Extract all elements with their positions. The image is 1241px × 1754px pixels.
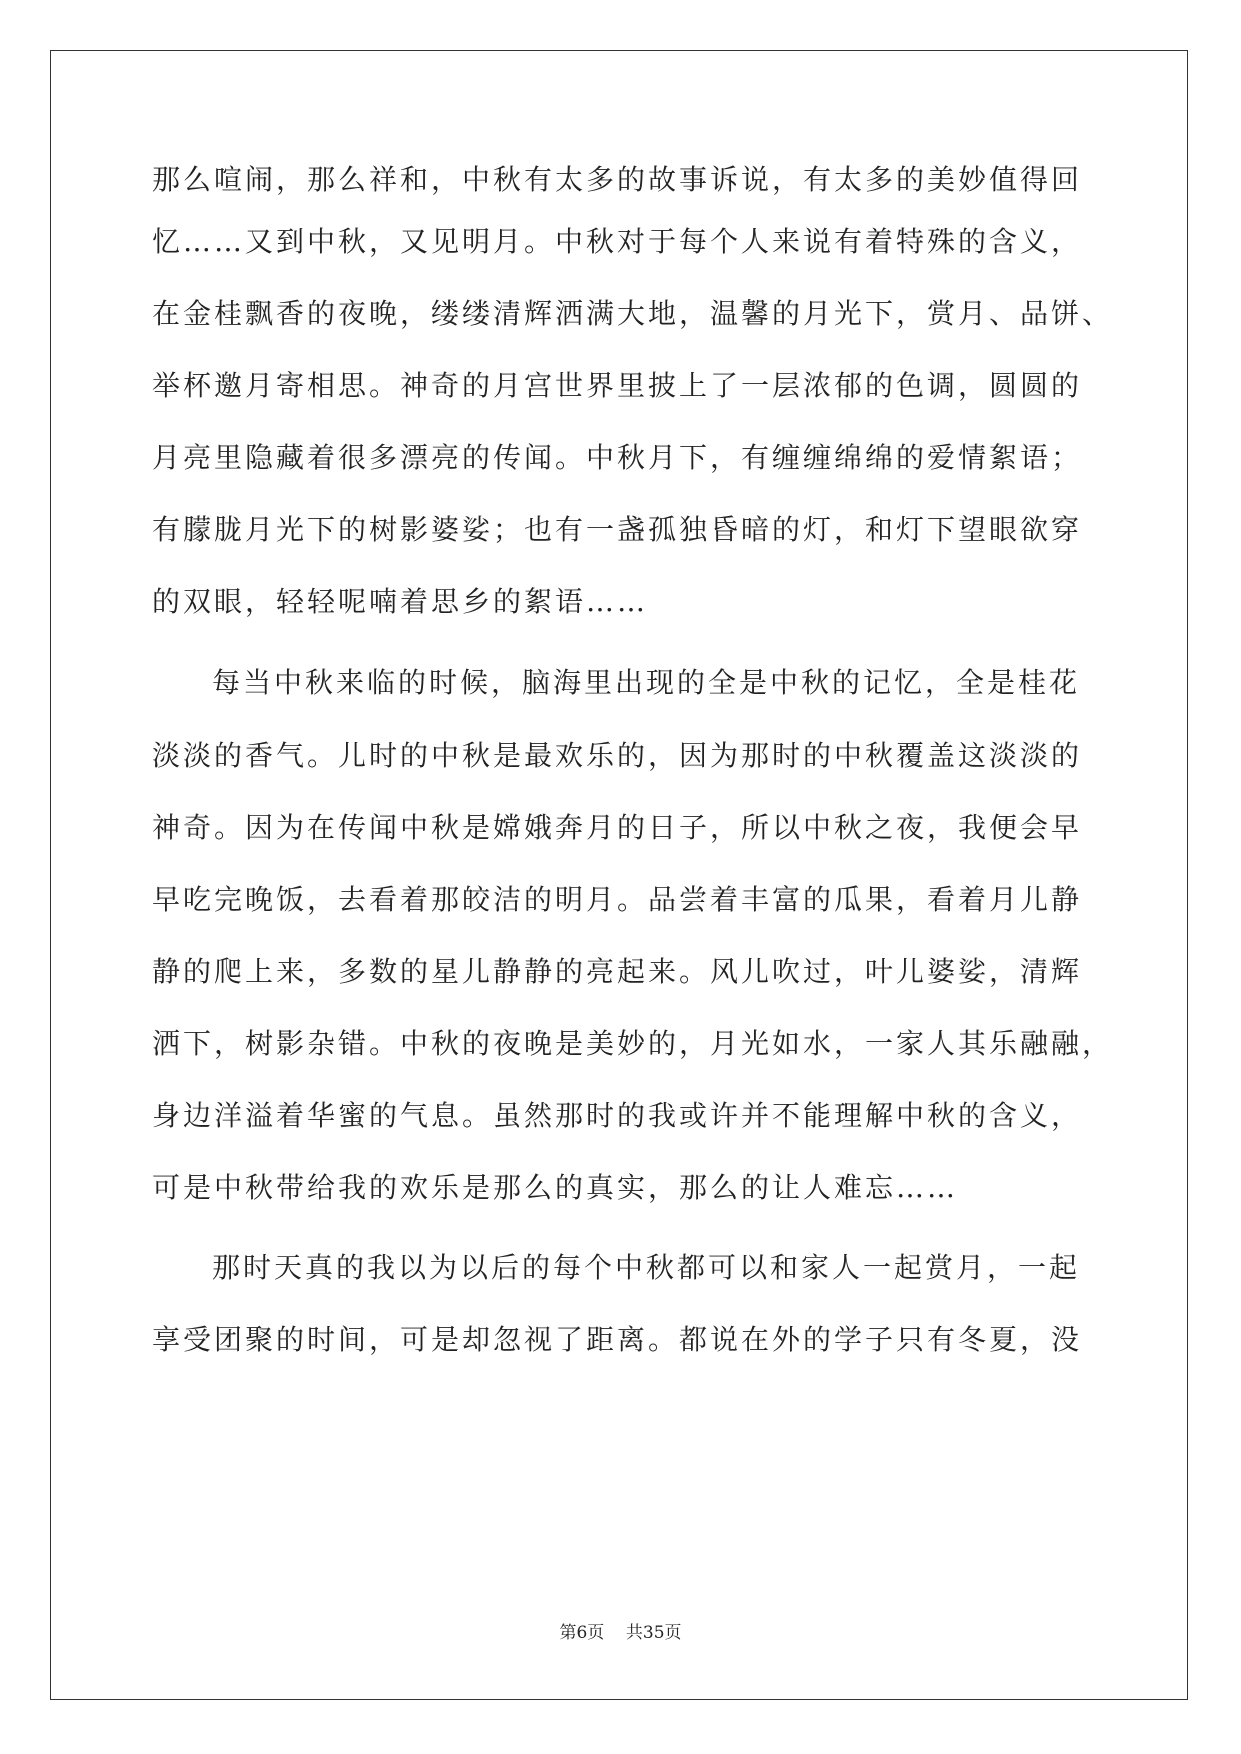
text-line: 淡淡的香气。儿时的中秋是最欢乐的，因为那时的中秋覆盖这淡淡的 [152,739,1083,772]
text-line: 月亮里隐藏着很多漂亮的传闻。中秋月下，有缠缠绵绵的爱情絮语； [152,441,1083,474]
text-line: 在金桂飘香的夜晚，缕缕清辉洒满大地，温馨的月光下，赏月、品饼、 [152,297,1114,330]
text-line: 神奇。因为在传闻中秋是嫦娥奔月的日子，所以中秋之夜，我便会早 [152,811,1083,844]
text-line: 洒下，树影杂错。中秋的夜晚是美妙的，月光如水，一家人其乐融融， [152,1027,1114,1060]
text-line: 忆……又到中秋，又见明月。中秋对于每个人来说有着特殊的含义， [152,225,1083,258]
text-line: 举杯邀月寄相思。神奇的月宫世界里披上了一层浓郁的色调，圆圆的 [152,369,1083,402]
text-line: 身边洋溢着华蜜的气息。虽然那时的我或许并不能理解中秋的含义， [152,1099,1083,1132]
text-line: 那么喧闹，那么祥和，中秋有太多的故事诉说，有太多的美妙值得回 [152,163,1083,196]
page-footer [0,1622,1241,1644]
paragraph-start-line: 那时天真的我以为以后的每个中秋都可以和家人一起赏月，一起 [212,1251,1081,1284]
text-line: 享受团聚的时间，可是却忽视了距离。都说在外的学子只有冬夏，没 [152,1323,1083,1356]
page-total: 共35页 [625,1623,682,1643]
paragraph-start-line: 每当中秋来临的时候，脑海里出现的全是中秋的记忆，全是桂花 [212,666,1081,699]
text-line: 静的爬上来，多数的星儿静静的亮起来。风儿吹过，叶儿婆娑，清辉 [152,955,1083,988]
text-line: 的双眼，轻轻呢喃着思乡的絮语…… [152,585,649,618]
text-line: 有朦胧月光下的树影婆娑；也有一盏孤独昏暗的灯，和灯下望眼欲穿 [152,513,1083,546]
text-line: 早吃完晚饭，去看着那皎洁的明月。品尝着丰富的瓜果，看着月儿静 [152,883,1083,916]
text-line: 可是中秋带给我的欢乐是那么的真实，那么的让人难忘…… [152,1171,959,1204]
page-number: 第6页 [559,1623,605,1643]
